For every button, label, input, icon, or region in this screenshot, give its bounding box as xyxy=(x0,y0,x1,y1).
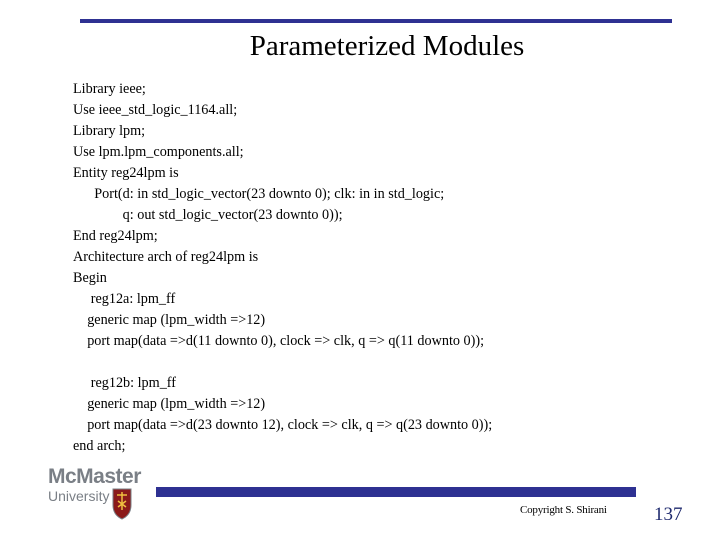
top-rule xyxy=(80,19,672,23)
code-line: End reg24lpm; xyxy=(73,228,158,244)
slide-title: Parameterized Modules xyxy=(249,30,525,62)
code-line: end arch; xyxy=(73,438,126,454)
university-logo xyxy=(48,466,148,526)
code-line: Entity reg24lpm is xyxy=(73,165,179,181)
code-line: Use lpm.lpm_components.all; xyxy=(73,144,244,160)
copyright-text: Copyright S. Shirani xyxy=(520,504,607,516)
bottom-rule xyxy=(156,487,636,497)
code-line: Library ieee; xyxy=(73,81,146,97)
code-line: Use ieee_std_logic_1164.all; xyxy=(73,102,238,118)
logo-subtitle: University xyxy=(48,488,110,504)
code-line: q: out std_logic_vector(23 downto 0)); xyxy=(73,207,343,223)
code-line: Port(d: in std_logic_vector(23 downto 0); clk: in in std_logic; xyxy=(73,186,445,202)
code-line: reg12b: lpm_ff xyxy=(73,375,176,391)
code-line: generic map (lpm_width =>12) xyxy=(73,396,266,412)
code-line: Library lpm; xyxy=(73,123,146,139)
code-line: port map(data =>d(11 downto 0), clock => clk, q => q(11 downto 0)); xyxy=(73,333,485,349)
code-line-blank xyxy=(73,352,492,373)
logo-name: McMaster xyxy=(48,465,141,488)
page-number: 137 xyxy=(654,504,683,525)
code-line: Begin xyxy=(73,270,107,286)
code-line: Architecture arch of reg24lpm is xyxy=(73,249,259,265)
code-block xyxy=(73,79,492,457)
code-line: port map(data =>d(23 downto 12), clock => clk, q => q(23 downto 0)); xyxy=(73,417,493,433)
crest-icon xyxy=(111,486,133,520)
code-line: reg12a: lpm_ff xyxy=(73,291,176,307)
code-line: generic map (lpm_width =>12) xyxy=(73,312,266,328)
